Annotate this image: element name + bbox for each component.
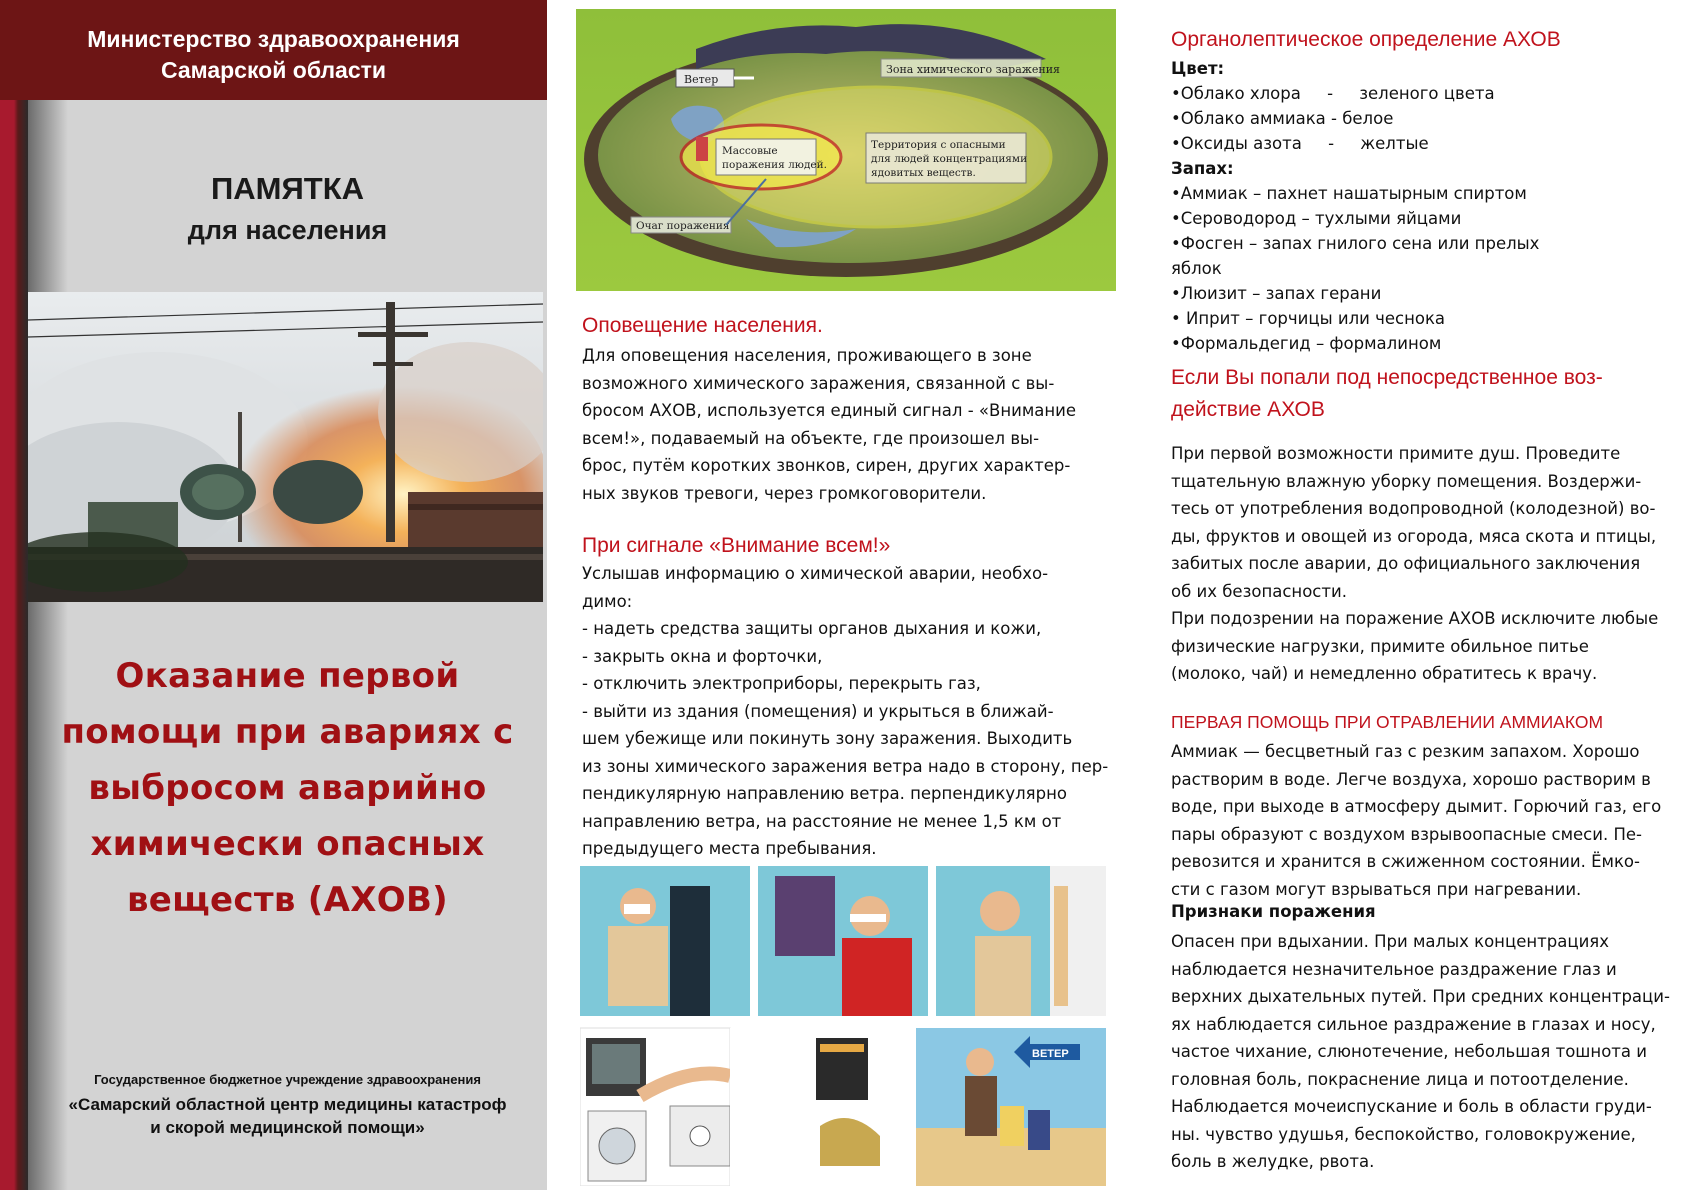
text-line: предыдущего места пребывания. — [582, 839, 877, 858]
text-line: всем!», подаваемый на объекте, где произошел вы- — [582, 428, 1040, 448]
text-line: Аммиак — бесцветный газ с резким запахом. Хорошо — [1171, 742, 1640, 761]
main-heading: Оказание первой помощи при авариях с выбросом аварийно химически опасных веществ (АХОВ) — [61, 656, 514, 920]
text-line: ях наблюдается сильное раздражение в глазах и носу, — [1171, 1014, 1656, 1034]
signs-body — [1171, 928, 1670, 1176]
organoleptic-title: Органолептическое определение АХОВ — [1171, 28, 1561, 51]
smell-item: •Фосген – запах гнилого сена или прелых яблок — [1171, 234, 1540, 278]
text-line: При подозрении на поражение АХОВ исключите любые — [1171, 609, 1659, 628]
smell-item: • Иприт – горчицы или чеснока — [1171, 309, 1446, 328]
signal-body — [582, 560, 1109, 863]
map-label-focus: Очаг поражения — [636, 220, 730, 232]
text-line: Опасен при вдыхании. При малых концентрациях — [1171, 932, 1609, 951]
text-line: димо: — [582, 591, 633, 611]
text-line: ных звуков тревоги, через громкоговорители. — [582, 483, 987, 503]
smell-item: •Аммиак – пахнет нашатырным спиртом — [1171, 184, 1527, 203]
pictogram-put-on-mask — [580, 866, 750, 1016]
text-line: (молоко, чай) и немедленно обратитесь к врачу. — [1171, 664, 1598, 683]
text-line: сти с газом могут взрываться при нагревании. — [1171, 879, 1582, 899]
text-line: Услышав информацию о химической аварии, необхо- — [582, 564, 1049, 583]
text-line: Для оповещения населения, проживающего в зоне — [582, 346, 1032, 365]
ammonia-body — [1171, 738, 1662, 903]
notify-body — [582, 342, 1077, 507]
chemical-zone-map — [576, 9, 1116, 291]
notify-title: Оповещение населения. — [582, 314, 823, 337]
smell-label: Запах: — [1171, 159, 1234, 178]
left-accent-bar — [0, 100, 28, 1190]
organoleptic-list — [1171, 56, 1591, 356]
text-line: ны. чувство удушья, беспокойство, головокружение, — [1171, 1124, 1636, 1144]
ammonia-title: ПЕРВАЯ ПОМОЩЬ ПРИ ОТРАВЛЕНИИ АММИАКОМ — [1171, 712, 1604, 732]
organization-type: Государственное бюджетное учреждение здравоохранения — [94, 1072, 481, 1087]
color-item: •Оксиды азота - желтые — [1171, 134, 1429, 153]
exposure-body — [1171, 440, 1659, 688]
text-line: частое чихание, слюнотечение, небольшая тошнота и — [1171, 1042, 1647, 1061]
exposure-title: Если Вы попали под непосредственное воз- действие АХОВ — [1171, 366, 1603, 421]
train-accident-photo — [28, 292, 543, 602]
text-line: верхних дыхательных путей. При средних концентраци- — [1171, 987, 1670, 1006]
signs-title: Признаки поражения — [1171, 902, 1376, 921]
organization-name: «Самарский областной центр медицины катастроф и скорой медицинской помощи» — [68, 1095, 507, 1137]
text-line: При первой возможности примите душ. Проведите — [1171, 444, 1621, 463]
text-line: - выйти из здания (помещения) и укрыться в ближай- — [582, 701, 1054, 721]
text-line: ды, фруктов и овощей из огорода, мяса скота и птицы, — [1171, 526, 1657, 546]
smell-item: •Люизит – запах герани — [1171, 284, 1382, 303]
text-line: из зоны химического заражения ветра надо в сторону, пер- — [582, 756, 1109, 776]
text-line: бросом АХОВ, используется единый сигнал - «Внимание — [582, 401, 1077, 420]
map-label-wind: Ветер — [684, 73, 719, 86]
wind-sign-label: ВЕТЕР — [1032, 1048, 1069, 1060]
text-line: шем убежище или покинуть зону заражения. Выходить — [582, 729, 1073, 748]
text-line: пары образуют с воздухом взрывоопасные смеси. Пе- — [1171, 824, 1642, 844]
map-label-mass: Массовые поражения людей. — [722, 145, 827, 171]
map-label-territory: Территория с опасными для людей концентрациями ядовитых веществ. — [871, 139, 1028, 179]
text-line: воде, при выходе в атмосферу дымит. Горючий газ, его — [1171, 797, 1662, 816]
memo-title: ПАМЯТКА — [210, 171, 365, 206]
text-line: возможного химического заражения, связанной с вы- — [582, 373, 1055, 393]
protective-actions-pictograms — [580, 866, 1110, 1186]
pictogram-turn-off-appliances — [730, 1028, 900, 1186]
text-line: головная боль, покраснение лица и потоотделение. — [1171, 1069, 1629, 1089]
ministry-title: Министерство здравоохранения Самарской области — [87, 26, 460, 83]
map-label-zone: Зона химического заражения — [886, 63, 1060, 76]
text-line: забитых после аварии, до официального заключения — [1171, 554, 1641, 573]
text-line: - отключить электроприборы, перекрыть газ, — [582, 674, 981, 693]
text-line: тщательную влажную уборку помещения. Воздержи- — [1171, 471, 1642, 491]
text-line: об их безопасности. — [1171, 581, 1347, 601]
text-line: растворим в воде. Легче воздуха, хорошо растворим в — [1171, 769, 1651, 789]
pictogram-leave-perpendicular-to-wind — [916, 1028, 1106, 1186]
pictogram-seal-window — [936, 866, 1106, 1016]
text-line: боль в желудке, рвота. — [1171, 1152, 1375, 1171]
pictogram-close-window — [758, 866, 928, 1016]
color-item: •Облако аммиака - белое — [1171, 109, 1394, 128]
text-line: направлению ветра, на расстояние не менее 1,5 км от — [582, 811, 1062, 831]
smell-item: •Сероводород – тухлыми яйцами — [1171, 209, 1462, 228]
text-line: брос, путём коротких звонков, сирен, других характер- — [582, 456, 1071, 475]
color-item: •Облако хлора - зеленого цвета — [1171, 84, 1495, 103]
memo-subtitle: для населения — [187, 215, 388, 245]
text-line: тесь от употребления водопроводной (колодезной) во- — [1171, 499, 1656, 518]
left-shadow — [28, 100, 68, 1190]
text-line: Наблюдается мочеиспускание и боль в области груди- — [1171, 1097, 1652, 1116]
text-line: пендикулярную направлению ветра. перпендикулярно — [582, 784, 1067, 803]
text-line: физические нагрузки, примите обильное питье — [1171, 636, 1589, 656]
smell-item: •Формальдегид – формалином — [1171, 334, 1442, 353]
signal-title: При сигнале «Внимание всем!» — [582, 534, 891, 557]
text-line: - закрыть окна и форточки, — [582, 646, 823, 666]
color-label: Цвет: — [1171, 59, 1225, 78]
text-line: - надеть средства защиты органов дыхания и кожи, — [582, 619, 1042, 638]
pictogram-unplug-appliances — [580, 1028, 730, 1186]
text-line: ревозится и хранится в сжиженном состоянии. Ёмко- — [1171, 852, 1640, 871]
cover-panel — [0, 0, 547, 1190]
text-line: наблюдается незначительное раздражение глаз и — [1171, 959, 1617, 979]
